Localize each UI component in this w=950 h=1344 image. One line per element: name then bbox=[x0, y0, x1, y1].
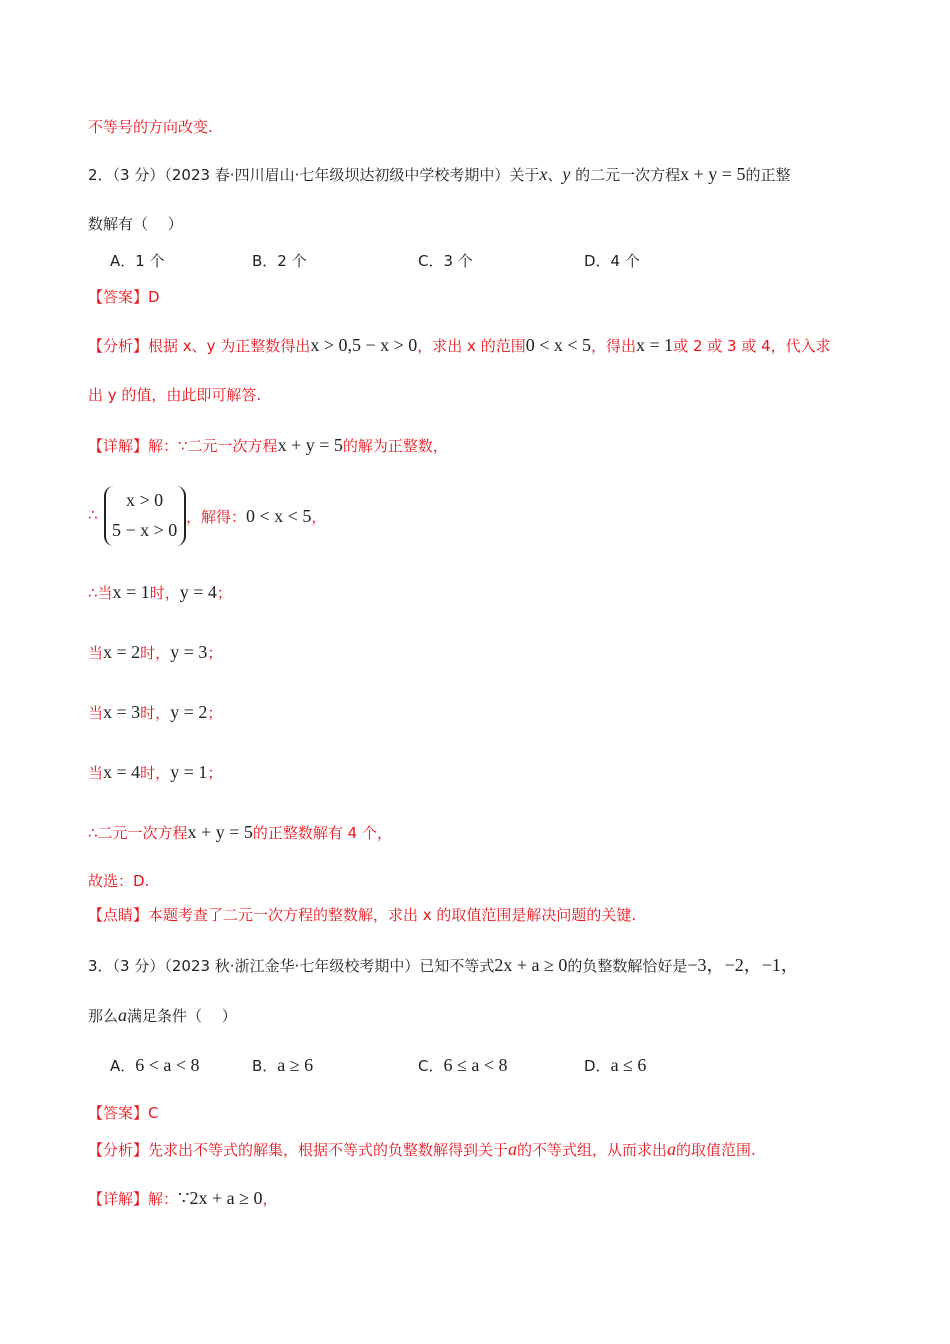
q2-case-2: 当x = 2时，y = 3； bbox=[88, 642, 223, 662]
q3-inequality: 2x + a ≥ 0 bbox=[494, 955, 568, 975]
q2-stem: 2．（3 分）（2023 春·四川眉山·七年级坝达初级中学校考期中）关于x、y 的二元一次方程x + y = 5的正整 bbox=[88, 164, 791, 184]
q3-option-a: A．6 < a < 8 bbox=[110, 1055, 200, 1075]
therefore-symbol: ∴ bbox=[88, 506, 98, 524]
q3-analysis: 【分析】先求出不等式的解集，根据不等式的负整数解得到关于a的不等式组，从而求出a的取值范围. bbox=[88, 1139, 756, 1159]
q3-option-c: C．6 ≤ a < 8 bbox=[418, 1055, 508, 1075]
q2-choose: 故选：D. bbox=[88, 872, 150, 890]
q2-score: （3 分） bbox=[112, 166, 165, 184]
prev-solution-tail: 不等号的方向改变. bbox=[88, 118, 213, 136]
q2-source: （2023 春·四川眉山·七年级坝达初级中学校考期中）关于 bbox=[164, 166, 540, 184]
q2-inequality-system-line: ∴ x > 0 5 − x > 0 ，解得：0 < x < 5， bbox=[88, 486, 348, 550]
q2-comment: 【点睛】本题考查了二元一次方程的整数解，求出 x 的取值范围是解决问题的关键. bbox=[88, 906, 637, 924]
inequality-system: x > 0 5 − x > 0 bbox=[104, 486, 186, 546]
q2-stem-line2: 数解有（ ） bbox=[88, 215, 183, 233]
q2-detail: 【详解】解：∵二元一次方程x + y = 5的解为正整数， bbox=[88, 435, 448, 455]
q2-analysis-line2: 出 y 的值，由此即可解答. bbox=[88, 386, 262, 404]
q2-option-c: C．3 个 bbox=[418, 252, 473, 270]
q3-option-b: B．a ≥ 6 bbox=[252, 1055, 314, 1075]
q2-analysis: 【分析】根据 x、y 为正整数得出x > 0,5 − x > 0，求出 x 的范围0 < x < 5，得出x = 1或 2 或 3 或 4，代入求 bbox=[88, 335, 831, 355]
q3-option-d: D．a ≤ 6 bbox=[584, 1055, 647, 1075]
q2-equation: x + y = 5 bbox=[680, 164, 746, 184]
q2-option-b: B．2 个 bbox=[252, 252, 307, 270]
q2-case-1: ∴当x = 1时，y = 4； bbox=[88, 582, 232, 602]
q3-detail: 【详解】解：∵2x + a ≥ 0， bbox=[88, 1188, 278, 1208]
q3-stem-line2: 那么a满足条件（ ） bbox=[88, 1005, 237, 1025]
q2-option-d: D．4 个 bbox=[584, 252, 640, 270]
q3-source: （2023 秋·浙江金华·七年级校考期中）已知不等式 bbox=[164, 957, 495, 975]
q3-answer: 【答案】C bbox=[88, 1104, 159, 1122]
q3-score: （3 分） bbox=[112, 957, 165, 975]
q3-stem: 3．（3 分）（2023 秋·浙江金华·七年级校考期中）已知不等式2x + a ≥ 0的负整数解恰好是−3，−2，−1， bbox=[88, 955, 799, 975]
q3-number: 3． bbox=[88, 957, 113, 975]
q2-summary: ∴二元一次方程x + y = 5的正整数解有 4 个， bbox=[88, 822, 392, 842]
q2-option-a: A．1 个 bbox=[110, 252, 165, 270]
q2-number: 2． bbox=[88, 166, 113, 184]
q2-answer: 【答案】D bbox=[88, 288, 160, 306]
q2-case-4: 当x = 4时，y = 1； bbox=[88, 762, 223, 782]
q2-case-3: 当x = 3时，y = 2； bbox=[88, 702, 223, 722]
